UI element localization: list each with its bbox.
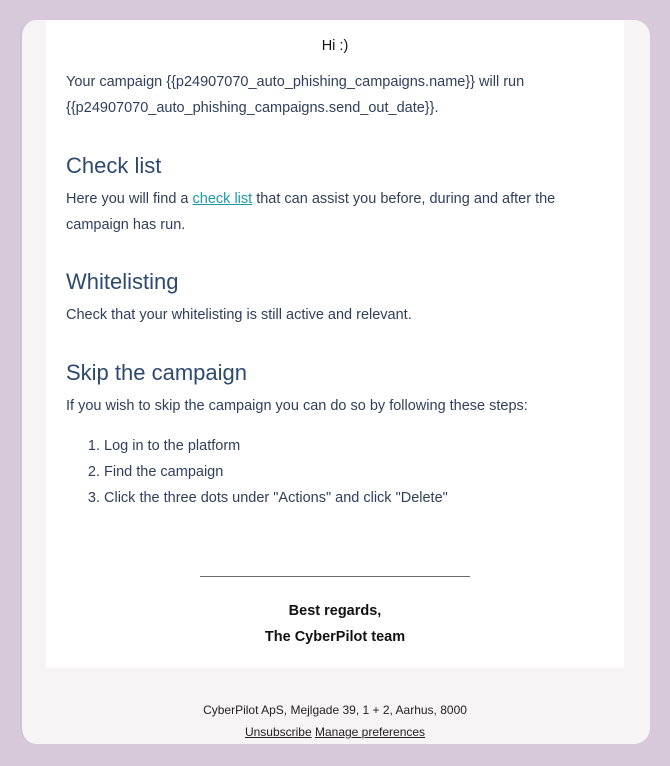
- signoff-line-1: Best regards,: [288, 603, 382, 619]
- whitelisting-paragraph: Check that your whitelisting is still active and relevant.: [66, 307, 412, 323]
- checklist-link[interactable]: check list: [192, 191, 253, 207]
- signoff-line-2: The CyberPilot team: [264, 629, 406, 645]
- divider: [200, 576, 470, 577]
- footer-links: [46, 722, 624, 742]
- email-footer: [46, 700, 624, 742]
- list-item: 3. Click the three dots under "Actions" and click "Delete": [104, 485, 448, 511]
- checklist-text-after: that can assist you before, during and after the campaign has run.: [66, 191, 556, 233]
- skip-paragraph: If you wish to skip the campaign you can do so by following these steps:: [66, 398, 528, 414]
- email-body: [46, 20, 624, 668]
- checklist-paragraph: [66, 186, 606, 238]
- intro-paragraph: [66, 69, 606, 121]
- signoff: [46, 598, 624, 650]
- greeting: Hi :): [321, 38, 349, 54]
- unsubscribe-link[interactable]: Unsubscribe: [244, 725, 312, 739]
- email-frame: [20, 20, 650, 744]
- list-item: 2. Find the campaign: [104, 459, 448, 485]
- intro-line-2: {{p24907070_auto_phishing_campaigns.send_out_date}}.: [66, 100, 439, 116]
- skip-heading: Skip the campaign: [66, 360, 247, 385]
- skip-steps-list: [86, 433, 448, 511]
- checklist-heading: Check list: [66, 153, 162, 178]
- manage-preferences-link[interactable]: Manage preferences: [314, 725, 426, 739]
- checklist-text-before: Here you will find a: [66, 191, 193, 207]
- company-address: CyberPilot ApS, Mejlgade 39, 1 + 2, Aarhus, 8000: [203, 703, 467, 717]
- whitelisting-heading: Whitelisting: [66, 269, 179, 294]
- list-item: 1. Log in to the platform: [104, 433, 448, 459]
- intro-line-1: Your campaign {{p24907070_auto_phishing_campaigns.name}} will run: [66, 74, 525, 90]
